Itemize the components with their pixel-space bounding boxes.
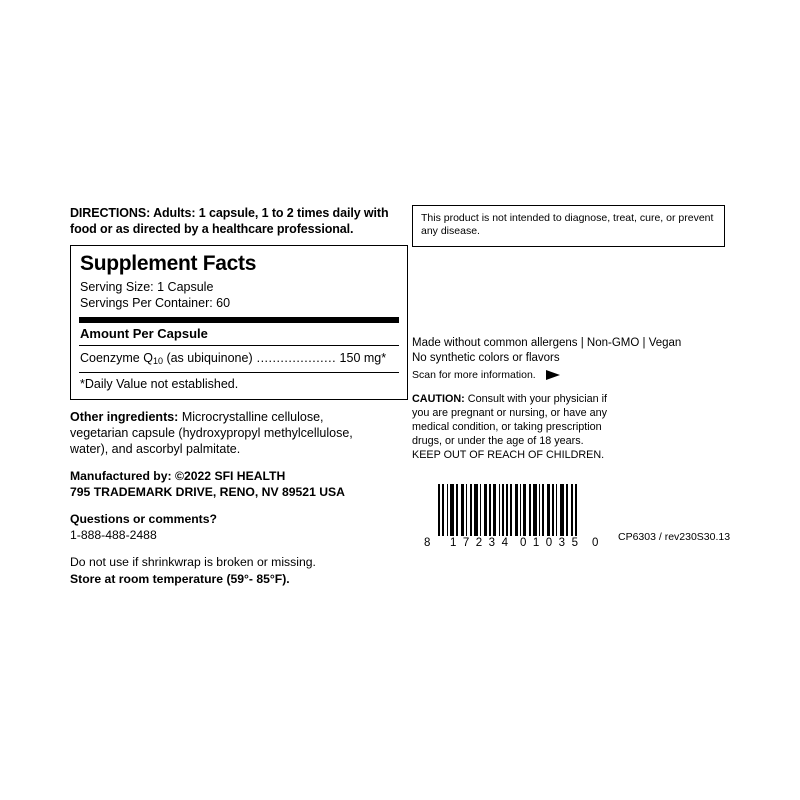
ingredient-amount: 150 mg*	[336, 350, 387, 365]
manufacturer-line	[70, 469, 408, 485]
directions-paragraph	[70, 205, 408, 237]
thick-divider	[79, 317, 399, 323]
supplement-facts-title: Supplement Facts	[80, 252, 257, 275]
disclaimer-box	[412, 205, 725, 247]
revision-code: CP6303 / rev230S30.13	[618, 531, 731, 543]
servings-per-container: Servings Per Container: 60	[80, 296, 231, 311]
other-ingredients-label: Other ingredients:	[70, 409, 179, 424]
caution-block	[412, 392, 627, 462]
ingredient-name: Coenzyme Q	[80, 350, 153, 365]
barcode-digits	[424, 537, 604, 551]
barcode-digit-right: 0	[592, 537, 599, 549]
caution-label: CAUTION:	[412, 393, 465, 405]
manufacturer-address: 795 TRADEMARK DRIVE, RENO, NV 89521 USA	[70, 484, 345, 499]
barcode	[424, 484, 604, 551]
scan-text: Scan for more information.	[412, 369, 536, 381]
barcode-digit-left: 8	[424, 537, 431, 549]
storage-block	[70, 554, 408, 586]
ingredient-subscript: 10	[152, 355, 163, 366]
daily-value-footnote: *Daily Value not established.	[80, 376, 239, 391]
directions-text: Adults: 1 capsule, 1 to 2 times daily with food or as directed by a healthcare professional.	[70, 206, 389, 236]
barcode-digits-group2: 01035	[520, 537, 585, 549]
directions-label: DIRECTIONS:	[70, 206, 151, 220]
thin-divider-1	[79, 345, 399, 346]
barcode-digits-group1: 17234	[450, 537, 515, 549]
ingredient-form: (as ubiquinone)	[162, 350, 253, 365]
manufacturer-block	[70, 469, 408, 501]
manufactured-by-label: Manufactured by:	[70, 469, 172, 484]
claims-block	[412, 336, 732, 366]
questions-phone[interactable]: 1-888-488-2488	[70, 527, 157, 542]
thin-divider-2	[79, 372, 399, 373]
questions-label: Questions or comments?	[70, 511, 217, 526]
left-column	[70, 205, 408, 587]
other-ingredients-text: Microcrystalline cellulose, vegetarian capsule (hydroxypropyl methylcellulose, water), and ascorbyl palmitate.	[70, 409, 353, 456]
manufacturer-company: ©2022 SFI HEALTH	[171, 469, 286, 484]
serving-size: Serving Size: 1 Capsule	[80, 280, 214, 295]
supplement-facts-panel	[70, 245, 408, 400]
barcode-bars	[438, 484, 604, 536]
questions-block	[70, 512, 408, 544]
keep-out-of-reach: KEEP OUT OF REACH OF CHILDREN.	[412, 449, 605, 462]
caution-text: Consult with your physician if you are pregnant or nursing, or have any medical condition, or taking prescription drugs, or under the age of 18 years.	[412, 393, 608, 448]
arrow-right-icon	[546, 370, 560, 380]
claims-line-colors: No synthetic colors or flavors	[412, 352, 560, 365]
storage-instruction: Store at room temperature (59°- 85°F).	[70, 571, 290, 586]
scan-row	[412, 369, 712, 381]
shrinkwrap-warning: Do not use if shrinkwrap is broken or missing.	[70, 555, 316, 570]
claims-line-allergens: Made without common allergens | Non-GMO | Vegan	[412, 337, 682, 349]
ingredient-row	[80, 351, 399, 366]
disclaimer-text: This product is not intended to diagnose, treat, cure, or prevent any disease.	[421, 212, 714, 238]
amount-per-capsule-header: Amount Per Capsule	[80, 325, 208, 341]
other-ingredients-paragraph	[70, 409, 380, 457]
leader-dots: ....................	[252, 350, 337, 365]
